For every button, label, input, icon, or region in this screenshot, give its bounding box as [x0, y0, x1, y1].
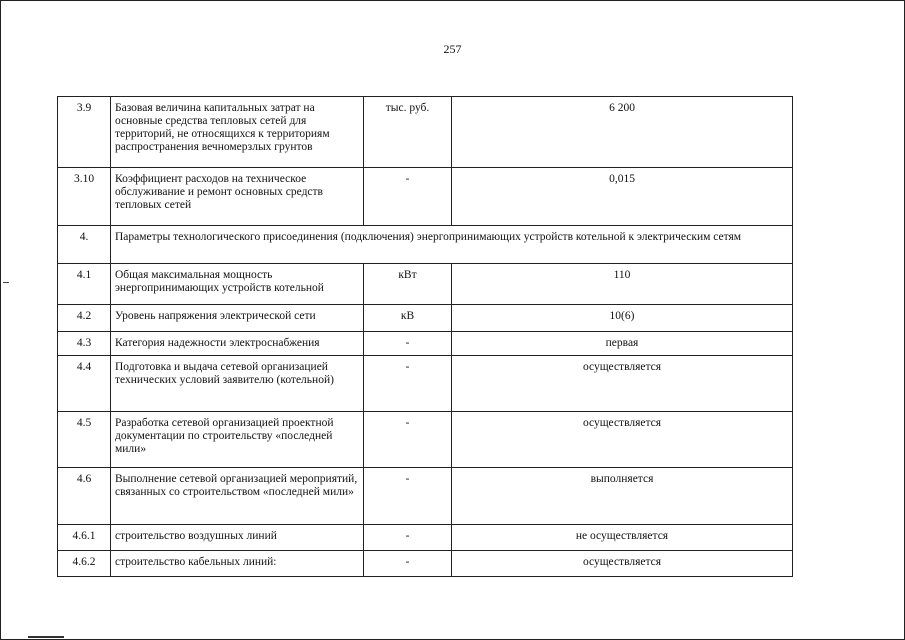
- row-name: Общая максимальная мощность энергопринимающих устройств котельной: [111, 264, 364, 305]
- row-unit: тыс. руб.: [364, 97, 452, 168]
- row-number: 3.10: [58, 168, 111, 226]
- row-unit: -: [364, 332, 452, 356]
- table-row: [58, 168, 793, 226]
- row-name: Подготовка и выдача сетевой организацией технических условий заявителю (котельной): [111, 356, 364, 412]
- row-name: Базовая величина капитальных затрат на основные средства тепловых сетей для территорий, не относящихся к территориям распространения вечномерзлых грунтов: [111, 97, 364, 168]
- row-unit: кВт: [364, 264, 452, 305]
- row-name: Уровень напряжения электрической сети: [111, 305, 364, 332]
- row-value: осуществляется: [452, 412, 793, 468]
- row-value: осуществляется: [452, 356, 793, 412]
- table-row: [58, 468, 793, 525]
- row-unit: -: [364, 551, 452, 577]
- table-row: [58, 525, 793, 551]
- row-value: выполняется: [452, 468, 793, 525]
- row-unit: -: [364, 525, 452, 551]
- parameters-table: [57, 96, 793, 577]
- row-number: 3.9: [58, 97, 111, 168]
- row-unit: -: [364, 468, 452, 525]
- table-row: [58, 412, 793, 468]
- table-row: [58, 97, 793, 168]
- row-number: 4.1: [58, 264, 111, 305]
- scan-edge-mark: [28, 636, 64, 638]
- row-number: 4.3: [58, 332, 111, 356]
- row-value: 110: [452, 264, 793, 305]
- row-number: 4.4: [58, 356, 111, 412]
- row-unit: -: [364, 168, 452, 226]
- row-unit: -: [364, 412, 452, 468]
- row-value: 6 200: [452, 97, 793, 168]
- row-number: 4.6.2: [58, 551, 111, 577]
- row-value: 10(6): [452, 305, 793, 332]
- row-name: строительство воздушных линий: [111, 525, 364, 551]
- row-name: Категория надежности электроснабжения: [111, 332, 364, 356]
- table-row: [58, 356, 793, 412]
- row-value: первая: [452, 332, 793, 356]
- row-name: Разработка сетевой организацией проектной документации по строительству «последней мили»: [111, 412, 364, 468]
- row-number: 4.5: [58, 412, 111, 468]
- row-unit: кВ: [364, 305, 452, 332]
- table-row: [58, 551, 793, 577]
- row-value: 0,015: [452, 168, 793, 226]
- row-number: 4.6: [58, 468, 111, 525]
- row-value: не осуществляется: [452, 525, 793, 551]
- page-number: 257: [443, 42, 462, 56]
- row-value: осуществляется: [452, 551, 793, 577]
- scan-edge-mark: [3, 282, 9, 283]
- section-number: 4.: [58, 226, 111, 264]
- row-name: Коэффициент расходов на техническое обслуживание и ремонт основных средств тепловых сетей: [111, 168, 364, 226]
- table-row-section: [58, 226, 793, 264]
- row-number: 4.2: [58, 305, 111, 332]
- row-name: строительство кабельных линий:: [111, 551, 364, 577]
- table-row: [58, 332, 793, 356]
- table-row: [58, 305, 793, 332]
- table-row: [58, 264, 793, 305]
- row-name: Выполнение сетевой организацией мероприятий, связанных со строительством «последней мили»: [111, 468, 364, 525]
- row-unit: -: [364, 356, 452, 412]
- section-title: Параметры технологического присоединения (подключения) энергопринимающих устройств котельной к электрическим сетям: [111, 226, 793, 264]
- row-number: 4.6.1: [58, 525, 111, 551]
